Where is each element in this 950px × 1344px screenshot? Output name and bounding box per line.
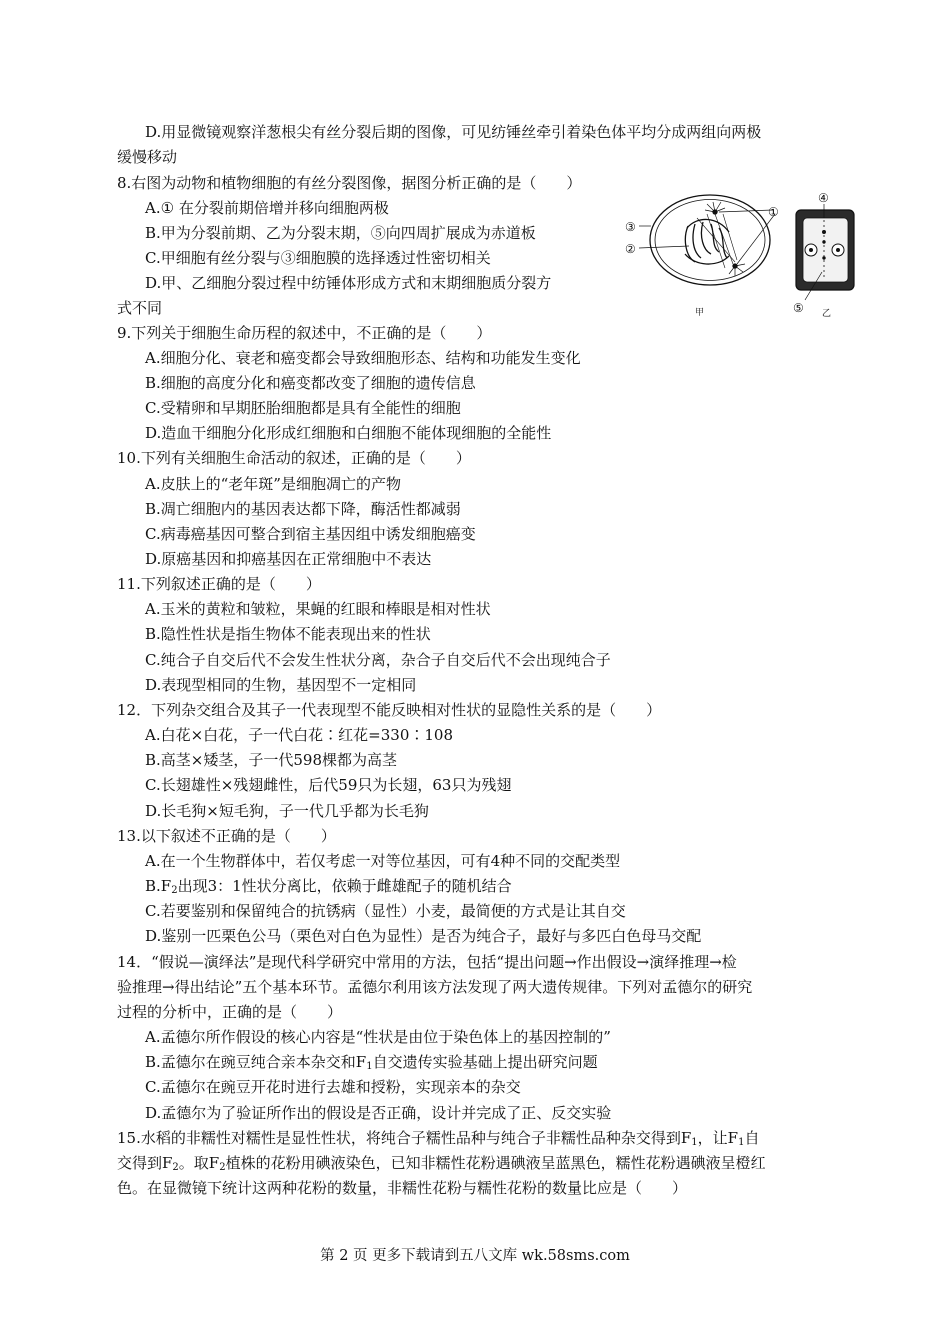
q13-option-a: A.在一个生物群体中，若仅考虑一对等位基因，可有4种不同的交配类型 (145, 852, 621, 870)
q8-option-c: C.甲细胞有丝分裂与③细胞膜的选择透过性密切相关 (145, 249, 491, 267)
q11-option-b: B.隐性性状是指生物体不能表现出来的性状 (145, 625, 431, 643)
page-footer: 第 2 页 更多下载请到五八文库 wk.58sms.com (320, 1248, 630, 1264)
q12-option-d: D.长毛狗×短毛狗，子一代几乎都为长毛狗 (145, 802, 429, 820)
q10-option-d: D.原癌基因和抑癌基因在正常细胞中不表达 (145, 550, 432, 568)
q9-option-b: B.细胞的高度分化和癌变都改变了细胞的遗传信息 (145, 374, 476, 392)
label-4: ④ (818, 191, 829, 205)
q10-option-a: A.皮肤上的“老年斑”是细胞凋亡的产物 (145, 475, 401, 493)
q15-stem-cont: 交得到$F_2$。取$F_2$植株的花粉用碘液染色，已知非糯性花粉遇碘液呈蓝黑色，糯性花粉遇碘液呈橙红 (117, 1154, 766, 1173)
q10-stem: 10.下列有关细胞生命活动的叙述，正确的是（ ） (117, 449, 471, 467)
q14-option-b: B.孟德尔在豌豆纯合亲本杂交和$F_1$自交遗传实验基础上提出研究问题 (145, 1053, 598, 1072)
label-2: ② (625, 242, 636, 256)
label-5: ⑤ (793, 301, 804, 315)
q7-option-d: D.用显微镜观察洋葱根尖有丝分裂后期的图像，可见纺锤丝牵引着染色体平均分成两组向两极 (145, 123, 762, 141)
q13-stem: 13.以下叙述不正确的是（ ） (117, 827, 336, 845)
q13-option-c: C.若要鉴别和保留纯合的抗锈病（显性）小麦，最简便的方式是让其自交 (145, 902, 626, 920)
q9-option-d: D.造血干细胞分化形成红细胞和白细胞不能体现细胞的全能性 (145, 424, 552, 442)
label-yi: 乙 (822, 309, 832, 319)
q10-option-c: C.病毒癌基因可整合到宿主基因组中诱发细胞癌变 (145, 525, 476, 543)
q12-option-a: A.白花×白花，子一代白花∶红花=330∶108 (145, 726, 453, 744)
q10-option-b: B.凋亡细胞内的基因表达都下降，酶活性都减弱 (145, 500, 461, 518)
q14-option-c: C.孟德尔在豌豆开花时进行去雄和授粉，实现亲本的杂交 (145, 1078, 521, 1096)
q11-option-c: C.纯合子自交后代不会发生性状分离，杂合子自交后代不会出现纯合子 (145, 651, 611, 669)
q14-option-a: A.孟德尔所作假设的核心内容是“性状是由位于染色体上的基因控制的” (145, 1028, 611, 1046)
q8-option-d-cont: 式不同 (117, 299, 163, 317)
q14-stem-cont: 验推理→得出结论”五个基本环节。孟德尔利用该方法发现了两大遗传规律。下列对孟德尔的研究 (117, 978, 753, 996)
q7-option-d-cont: 缓慢移动 (117, 148, 178, 166)
q15-stem-cont2: 色。在显微镜下统计这两种花粉的数量，非糯性花粉与糯性花粉的数量比应是（ ） (117, 1179, 688, 1197)
q15-stem: 15.水稻的非糯性对糯性是显性性状，将纯合子糯性品种与纯合子非糯性品种杂交得到$F_1$，让$F_1$自 (117, 1129, 760, 1148)
q9-option-c: C.受精卵和早期胚胎细胞都是具有全能性的细胞 (145, 399, 461, 417)
label-1: ① (768, 205, 779, 219)
label-3: ③ (625, 220, 636, 234)
q13-option-b: $B.F_2$出现3：1性状分离比，依赖于雌雄配子的随机结合 (145, 877, 512, 896)
label-jia: 甲 (695, 308, 705, 318)
q14-stem: 14．“假说—演绎法”是现代科学研究中常用的方法，包括“提出问题→作出假设→演绎推理→检 (117, 953, 737, 971)
plant-cell-yi (796, 204, 854, 300)
q12-option-c: C.长翅雄性×残翅雌性，后代59只为长翅，63只为残翅 (145, 776, 512, 794)
q14-stem-cont2: 过程的分析中，正确的是（ ） (117, 1003, 343, 1021)
animal-cell-jia (639, 195, 775, 285)
q8-stem: 8.右图为动物和植物细胞的有丝分裂图像，据图分析正确的是（ ） (117, 174, 582, 192)
q9-option-a: A.细胞分化、衰老和癌变都会导致细胞形态、结构和功能发生变化 (145, 349, 581, 367)
q14-option-d: D.孟德尔为了验证所作出的假设是否正确，设计并完成了正、反交实验 (145, 1104, 612, 1122)
q11-option-d: D.表现型相同的生物，基因型不一定相同 (145, 676, 417, 694)
q8-option-b: B.甲为分裂前期、乙为分裂末期，⑤向四周扩展成为赤道板 (145, 224, 536, 242)
q12-option-b: B.高茎×矮茎，子一代598棵都为高茎 (145, 751, 397, 769)
q9-stem: 9.下列关于细胞生命历程的叙述中，不正确的是（ ） (117, 324, 492, 342)
q8-option-a: A.① 在分裂前期倍增并移向细胞两极 (145, 199, 389, 217)
q13-option-d: D.鉴别一匹栗色公马（栗色对白色为显性）是否为纯合子，最好与多匹白色母马交配 (145, 927, 702, 945)
q12-stem: 12．下列杂交组合及其子一代表现型不能反映相对性状的显隐性关系的是（ ） (117, 701, 662, 719)
mitosis-figure (625, 188, 860, 323)
q11-option-a: A.玉米的黄粒和皱粒，果蝇的红眼和棒眼是相对性状 (145, 600, 491, 618)
q11-stem: 11.下列叙述正确的是（ ） (117, 575, 321, 593)
q8-option-d: D.甲、乙细胞分裂过程中纺锤体形成方式和末期细胞质分裂方 (145, 274, 552, 292)
